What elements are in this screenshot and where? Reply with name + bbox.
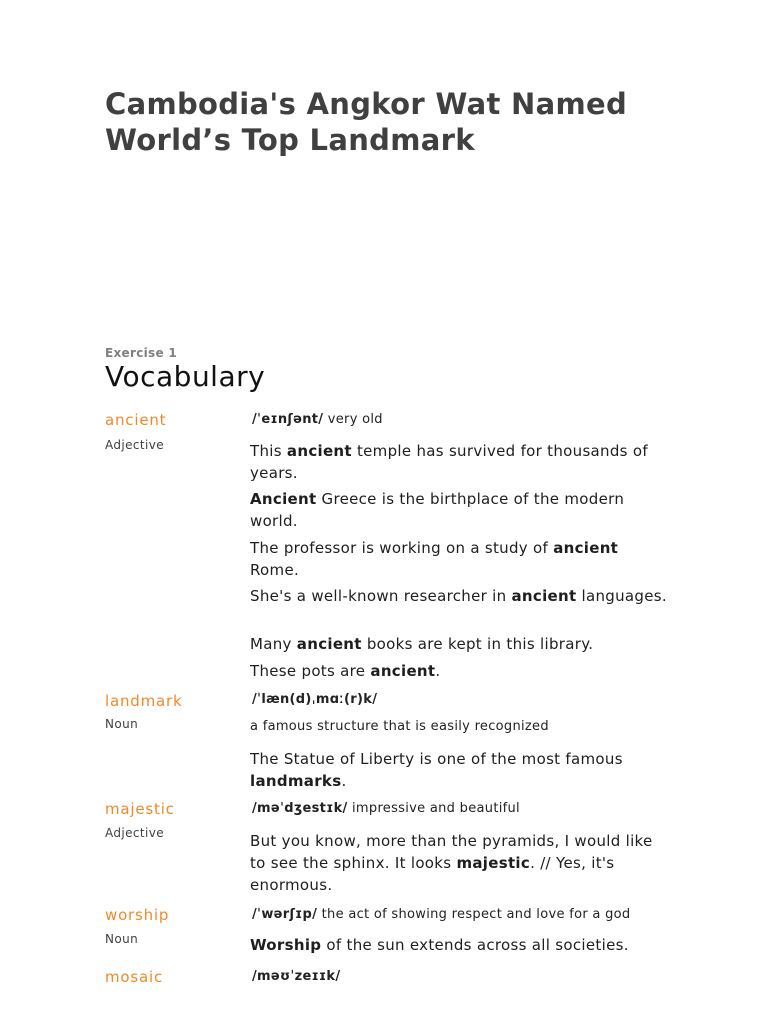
part-of-speech: Noun	[105, 932, 139, 946]
keyword-highlight: Worship	[250, 936, 322, 954]
keyword-highlight: ancient	[511, 587, 577, 605]
keyword-highlight: ancient	[296, 635, 362, 653]
pronunciation-line	[252, 692, 377, 707]
example-sentence: The professor is working on a study of ancient Rome.	[250, 539, 619, 579]
definition: the act of showing respect and love for a god	[321, 907, 631, 922]
pronunciation-line	[252, 412, 383, 427]
pronunciation-line	[252, 801, 520, 816]
part-of-speech: Noun	[105, 717, 139, 731]
example-sentence: Worship of the sun extends across all societies.	[250, 936, 629, 954]
section-title: Vocabulary	[105, 360, 266, 393]
example-sentence: These pots are ancient.	[250, 662, 441, 680]
keyword-highlight: majestic	[456, 854, 531, 872]
article-title: Cambodia's Angkor Wat Named World’s Top Landmark	[105, 87, 628, 157]
keyword-highlight: ancient	[370, 662, 436, 680]
ipa: /məˈdʒestɪk/	[252, 801, 348, 816]
ipa: /ˈlæn(d)ˌmɑː(r)k/	[252, 692, 378, 707]
keyword-highlight: Ancient	[250, 490, 317, 508]
pronunciation-line	[252, 969, 340, 984]
vocab-word: majestic	[105, 800, 175, 818]
ipa: /məʊˈzeɪɪk/	[252, 969, 341, 984]
ipa: /ˈeɪnʃənt/	[252, 412, 324, 427]
example-sentence: But you know, more than the pyramids, I would like to see the sphinx. It looks majestic. // Yes, it's enormous.	[250, 832, 653, 894]
part-of-speech: Adjective	[105, 438, 165, 452]
pronunciation-line	[252, 907, 630, 922]
definition: impressive and beautiful	[352, 801, 520, 816]
exercise-label: Exercise 1	[105, 346, 178, 360]
keyword-highlight: landmarks	[250, 772, 342, 790]
example-sentence: Many ancient books are kept in this library.	[250, 635, 594, 653]
definition: very old	[327, 412, 383, 427]
definition: a famous structure that is easily recognized	[250, 719, 549, 734]
example-sentence: The Statue of Liberty is one of the most famous landmarks.	[250, 750, 623, 790]
ipa: /ˈwərʃɪp/	[252, 907, 318, 922]
keyword-highlight: ancient	[553, 539, 619, 557]
part-of-speech: Adjective	[105, 826, 165, 840]
keyword-highlight: ancient	[286, 442, 352, 460]
example-sentence: This ancient temple has survived for thousands of years.	[250, 442, 648, 482]
vocab-word: ancient	[105, 411, 167, 429]
example-sentence: She's a well-known researcher in ancient languages.	[250, 587, 667, 605]
vocab-word: worship	[105, 906, 170, 924]
example-sentence: Ancient Greece is the birthplace of the modern world.	[250, 490, 625, 530]
vocab-word: landmark	[105, 692, 183, 710]
vocab-word: mosaic	[105, 968, 164, 986]
